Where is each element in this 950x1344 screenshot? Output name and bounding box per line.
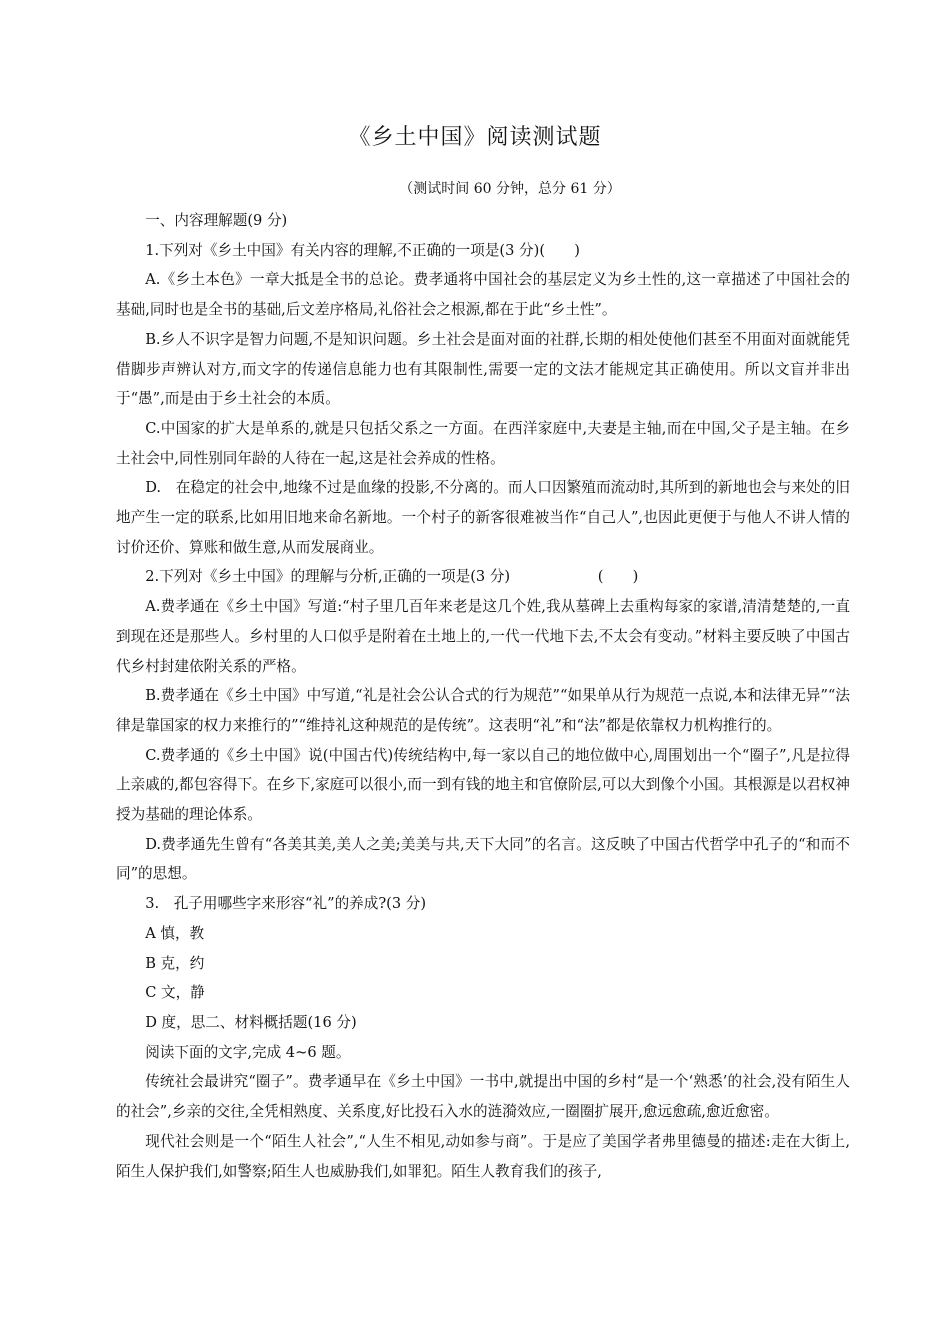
q1-option-a: A.《乡土本色》一章大抵是全书的总论。费孝通将中国社会的基层定义为乡土性的,这一章描述了中国社会的基础,同时也是全书的基础,后文差序格局,礼俗社会之根源,都在于此“乡土性”。 xyxy=(116,271,850,319)
q1-option-c: C.中国家的扩大是单系的,就是只包括父系之一方面。在西洋家庭中,夫妻是主轴,而在中国,父子是主轴。在乡土社会中,同性别同年龄的人待在一起,这是社会养成的性格。 xyxy=(116,419,850,467)
q2-option-a: A.费孝通在《乡土中国》写道:“村子里几百年来老是这几个姓,我从墓碑上去重构每家的家谱,清清楚楚的,一直到现在还是那些人。乡村里的人口似乎是附着在土地上的,一代一代地下去,不太会有变动。”材料主要反映了中国古代乡村封建依附关系的严格。 xyxy=(116,598,850,675)
document-body xyxy=(116,206,850,1186)
q1-option-b: B.乡人不识字是智力问题,不是知识问题。乡土社会是面对面的社群,长期的相处使他们甚至不用面对面就能凭借脚步声辨认对方,而文字的传递信息能力也有其限制性,需要一定的文法才能规定其正确使用。所以文盲并非出于“愚”,而是由于乡土社会的本质。 xyxy=(116,330,850,408)
q2-option-d: D.费孝通先生曾有“各美其美,美人之美;美美与共,天下大同”的名言。这反映了中国古代哲学中孔子的“和而不同”的思想。 xyxy=(116,835,850,883)
q2-option-c: C.费孝通的《乡土中国》说(中国古代)传统结构中,每一家以自己的地位做中心,周围划出一个“圈子”,凡是拉得上亲戚的,都包容得下。在乡下,家庭可以很小,而一到有钱的地主和官僚阶层,可以大到像个小国。其根源是以君权神授为基础的理论体系。 xyxy=(116,746,850,824)
q3-option-c: C 文，静 xyxy=(145,984,205,1002)
q3-option-a: A 慎，教 xyxy=(145,924,205,942)
page-title: 《乡土中国》阅读测试题 xyxy=(348,125,602,150)
test-info: （测试时间 60 分钟，总分 61 分） xyxy=(399,181,621,197)
question-3: 3. 孔子用哪些字来形容“礼”的养成?(3 分) xyxy=(145,895,427,913)
question-1: 1.下列对《乡土中国》有关内容的理解,不正确的一项是(3 分)( ) xyxy=(145,241,580,259)
q3-option-b: B 克，约 xyxy=(145,954,205,972)
reading-instruction: 阅读下面的文字,完成 4~6 题。 xyxy=(145,1043,351,1061)
passage-paragraph: 现代社会则是一个“陌生人社会”,“人生不相见,动如参与商”。于是应了美国学者弗里德曼的描述:走在大街上,陌生人保护我们,如警察;陌生人也威胁我们,如罪犯。陌生人教育我们的孩子, xyxy=(116,1132,850,1180)
passage-paragraph: 传统社会最讲究“圈子”。费孝通早在《乡土中国》一书中,就提出中国的乡村“是一个‘熟悉’的社会,没有陌生人的社会”,乡亲的交往,全凭相熟度、关系度,好比投石入水的涟漪效应,一圈圈扩展开,愈远愈疏,愈近愈密。 xyxy=(116,1073,850,1121)
question-2: 2.下列对《乡土中国》的理解与分析,正确的一项是(3 分) ( ) xyxy=(145,568,639,586)
q3-option-d-section-heading: D 度，思二、材料概括题(16 分) xyxy=(145,1013,357,1031)
q2-option-b: B.费孝通在《乡土中国》中写道,“礼是社会公认合式的行为规范”“如果单从行为规范一点说,本和法律无异”“法律是靠国家的权力来推行的”“维持礼这种规范的是传统”。这表明“礼”和“法”都是依靠权力机构推行的。 xyxy=(116,687,850,734)
q1-option-d: D. 在稳定的社会中,地缘不过是血缘的投影,不分离的。而人口因繁殖而流动时,其所到的新地也会与来处的旧地产生一定的联系,比如用旧地来命名新地。一个村子的新客很难被当作“自己人”,也因此更便于与他人不讲人情的讨价还价、算账和做生意,从而发展商业。 xyxy=(116,479,850,556)
section-heading: 一、内容理解题(9 分) xyxy=(145,212,288,229)
